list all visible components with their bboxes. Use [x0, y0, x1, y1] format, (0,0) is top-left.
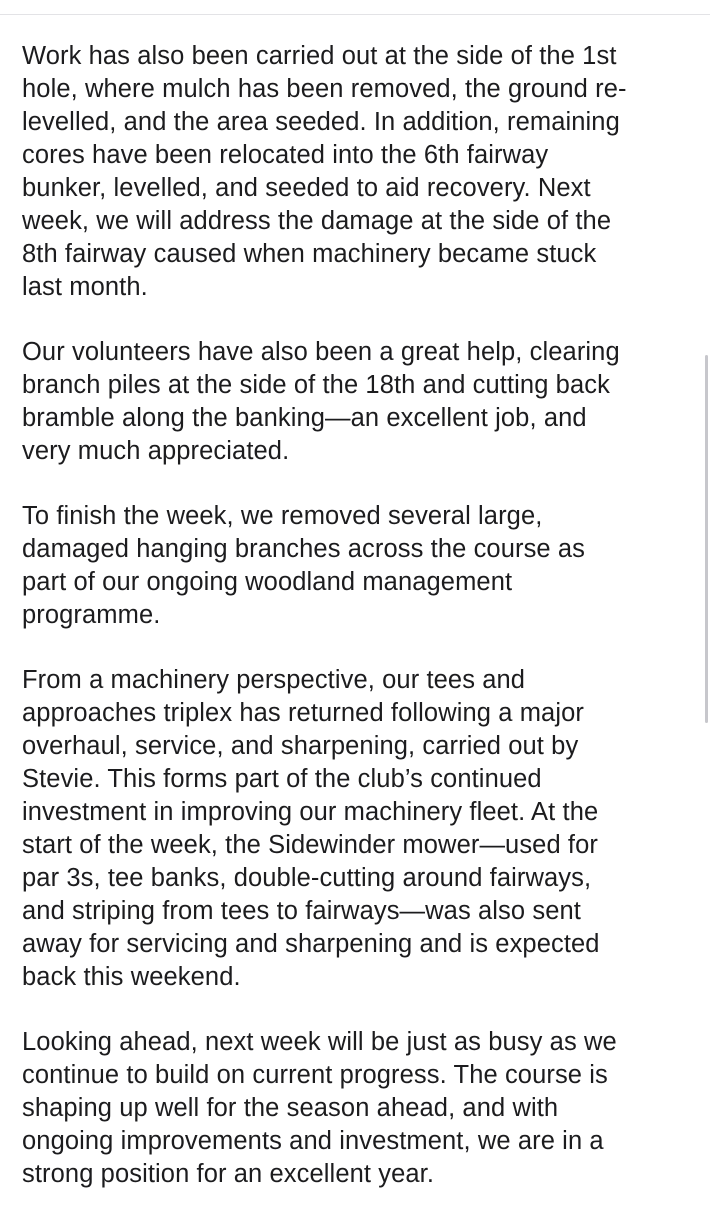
text-line: 8th fairway caused when machinery became stuck [22, 240, 597, 268]
text-line: investment in improving our machinery fleet. At the [22, 798, 599, 826]
text-line: programme. [22, 601, 161, 629]
scrollbar[interactable] [705, 355, 708, 723]
text-line: damaged hanging branches across the course as [22, 535, 586, 563]
text-line: week, we will address the damage at the side of the [22, 207, 612, 235]
text-line: To finish the week, we removed several large, [22, 502, 543, 530]
text-line: and striping from tees to fairways—was also sent [22, 897, 581, 925]
text-line: bramble along the banking—an excellent job, and [22, 404, 587, 432]
text-line: bunker, levelled, and seeded to aid recovery. Next [22, 174, 591, 202]
paragraph-woodland [22, 500, 702, 632]
text-line: Stevie. This forms part of the club’s continued [22, 765, 542, 793]
text-line: ongoing improvements and investment, we are in a [22, 1127, 604, 1155]
text-line: start of the week, the Sidewinder mower—used for [22, 831, 598, 859]
text-line: away for servicing and sharpening and is expected [22, 930, 600, 958]
text-line: strong position for an excellent year. [22, 1160, 435, 1188]
text-line: back this weekend. [22, 963, 241, 991]
paragraph-looking-ahead [22, 1026, 702, 1191]
text-line: From a machinery perspective, our tees and [22, 666, 526, 694]
text-line: overhaul, service, and sharpening, carried out by [22, 732, 579, 760]
post-body [22, 40, 702, 1223]
text-line: hole, where mulch has been removed, the ground re- [22, 75, 627, 103]
text-line: Work has also been carried out at the side of the 1st [22, 42, 617, 70]
text-line: cores have been relocated into the 6th fairway [22, 141, 549, 169]
top-divider [0, 14, 710, 15]
text-line: continue to build on current progress. The course is [22, 1061, 608, 1089]
text-line: par 3s, tee banks, double-cutting around fairways, [22, 864, 592, 892]
paragraph-course-works [22, 40, 702, 304]
text-line: very much appreciated. [22, 437, 290, 465]
paragraph-volunteers [22, 336, 702, 468]
text-line: approaches triplex has returned following a major [22, 699, 584, 727]
text-line: shaping up well for the season ahead, and with [22, 1094, 559, 1122]
text-line: part of our ongoing woodland management [22, 568, 513, 596]
paragraph-machinery [22, 664, 702, 994]
text-line: levelled, and the area seeded. In addition, remaining [22, 108, 620, 136]
text-line: Our volunteers have also been a great help, clearing [22, 338, 620, 366]
text-line: branch piles at the side of the 18th and cutting back [22, 371, 610, 399]
text-line: last month. [22, 273, 148, 301]
text-line: Looking ahead, next week will be just as busy as we [22, 1028, 617, 1056]
